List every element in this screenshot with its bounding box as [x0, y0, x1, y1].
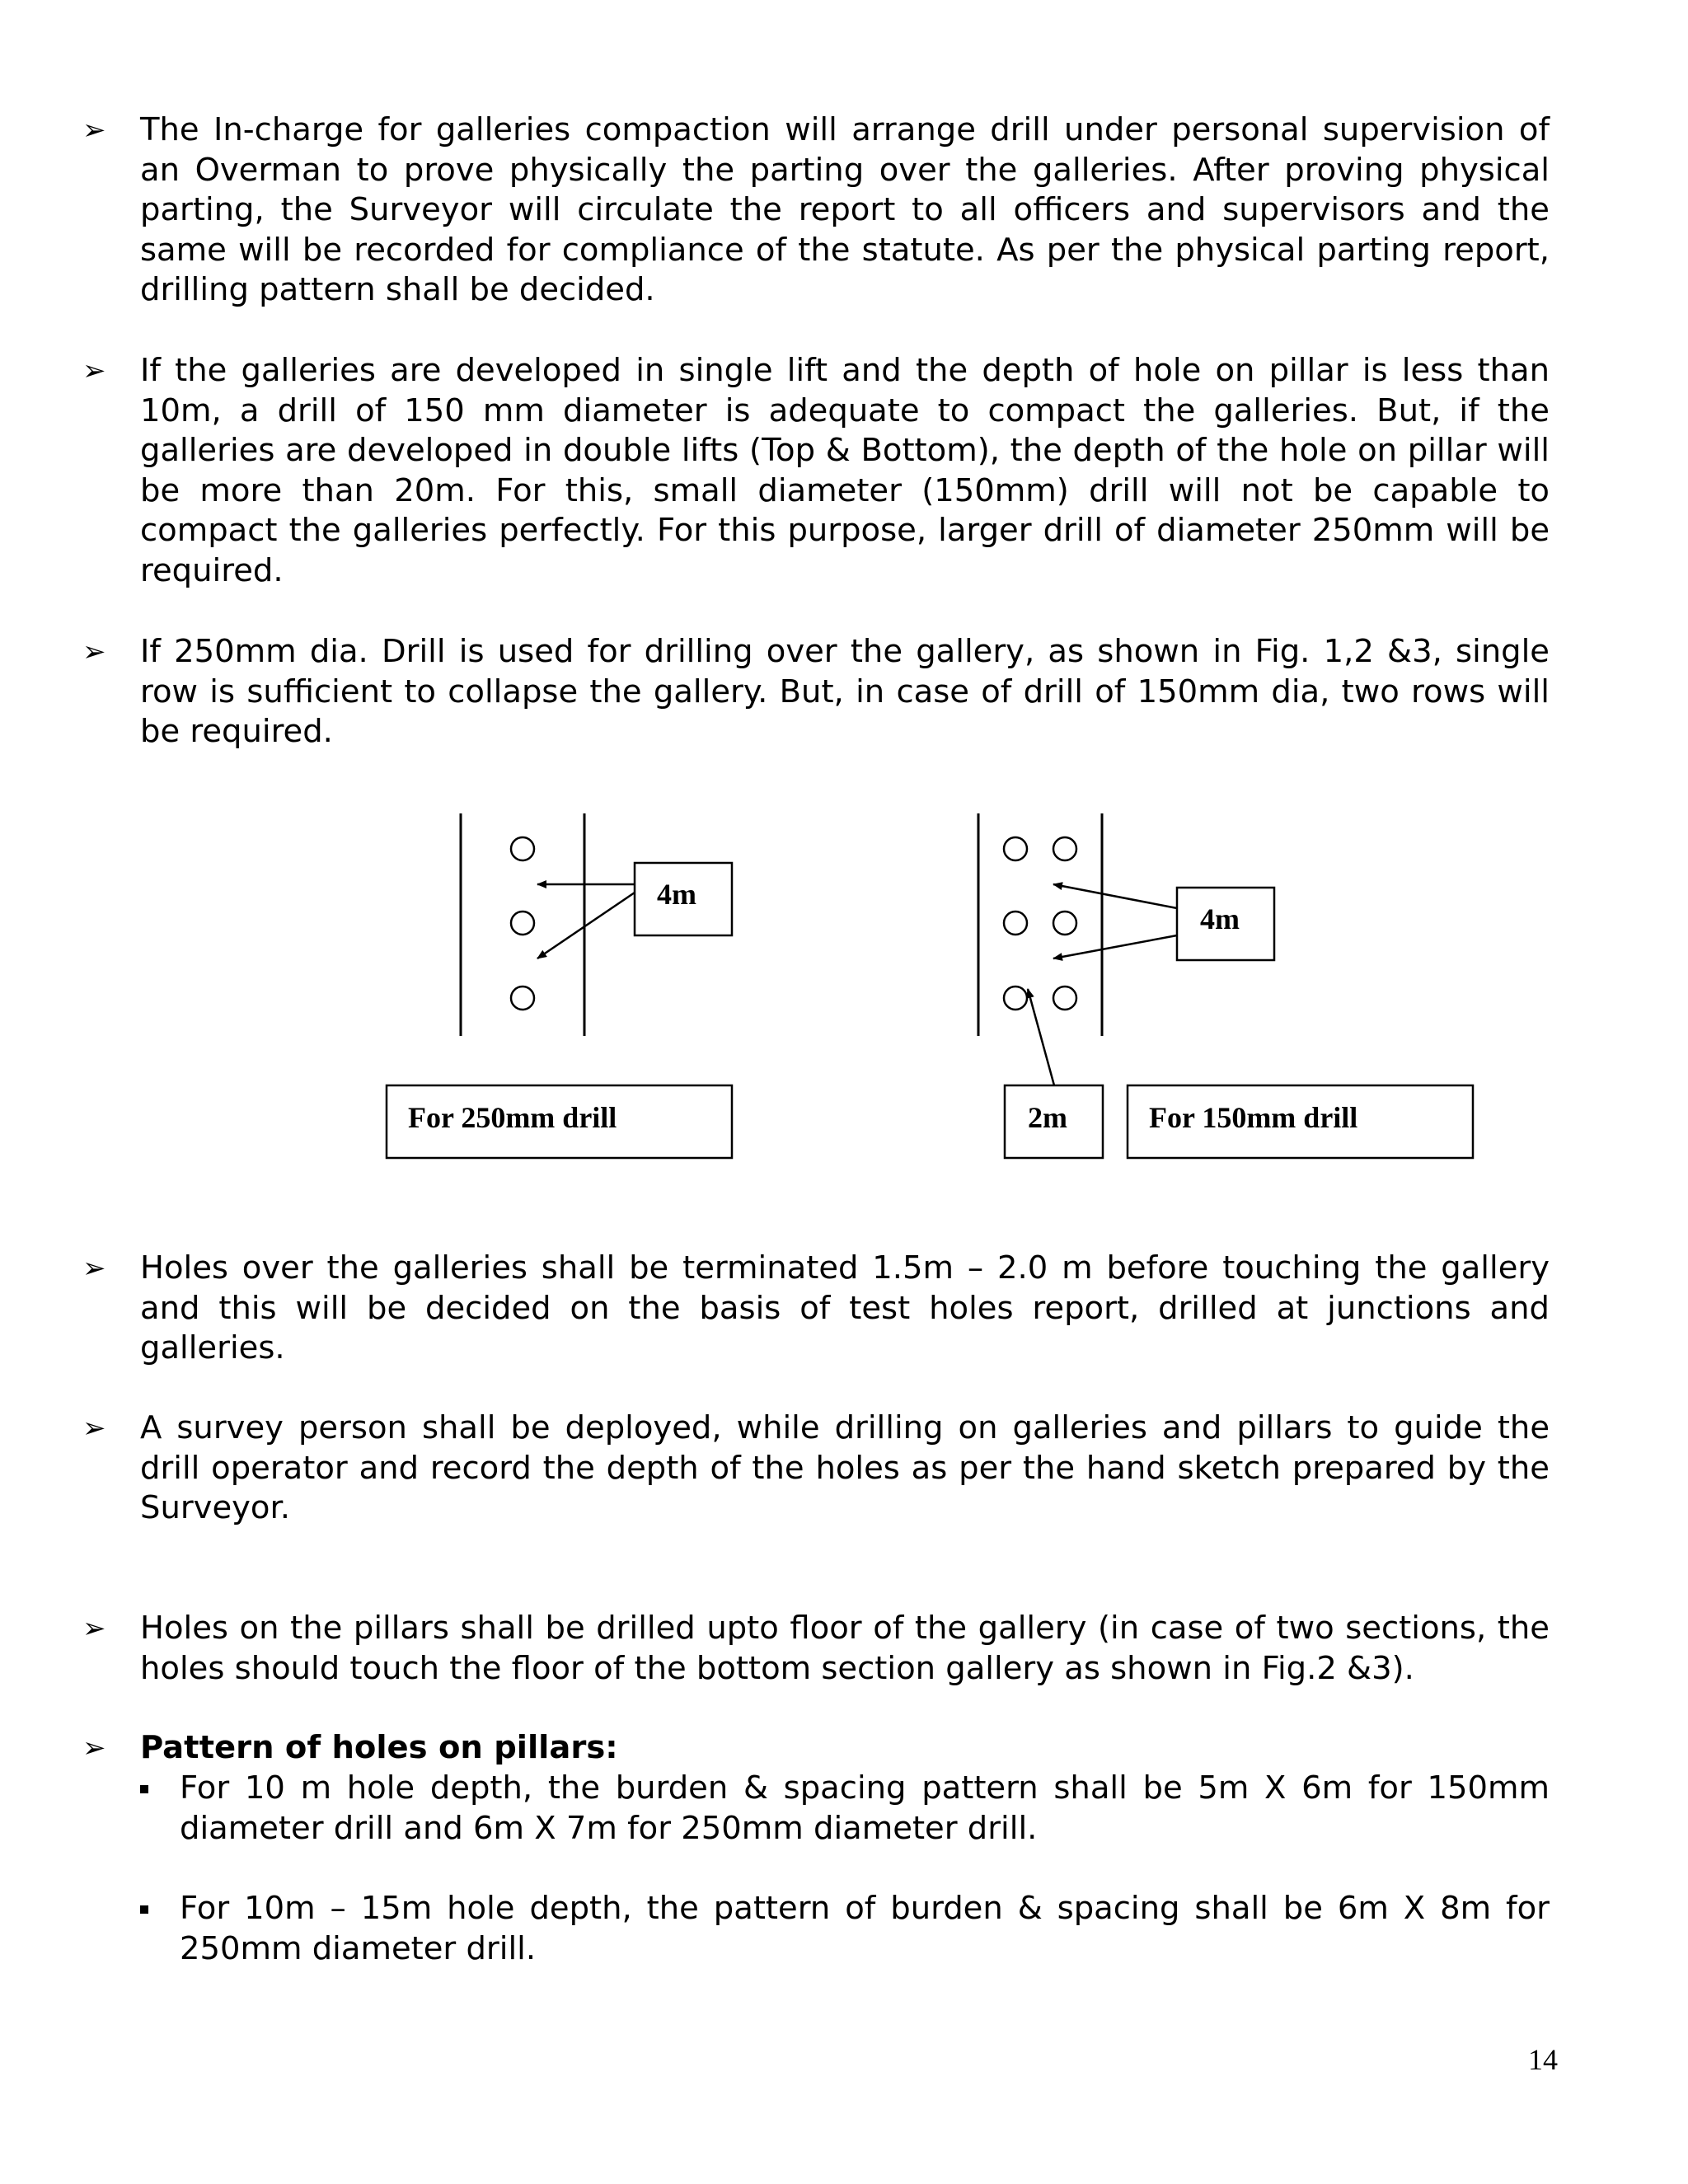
drill-hole-circle [1053, 987, 1076, 1010]
paragraph-text: If 250mm dia. Drill is used for drilling over the gallery, as shown in Fig. 1,2 &3, single row is sufficient to collapse the gallery. But, in case of drill of 150mm dia, two rows will be required. [140, 633, 1550, 750]
arrow-bullet-icon: ➢ [82, 1252, 106, 1285]
section-heading-bullet [82, 1728, 1550, 1769]
spacing-arrow [1053, 884, 1177, 908]
sub-list-item [140, 1769, 1550, 1849]
paragraph-text: The In-charge for galleries compaction will arrange drill under personal supervision of an Overman to prove physically the parting over the galleries. After proving physical parting, the Surveyor will circulate the report to all officers and supervisors and the same will be recorded for compliance of the statute. As per the physical parting report, drilling pattern shall be decided. [140, 111, 1550, 308]
square-bullet-icon [140, 1785, 148, 1793]
drill-hole-circle [1004, 912, 1027, 935]
arrow-bullet-icon: ➢ [82, 1732, 106, 1765]
row-gap-arrow [1028, 989, 1054, 1085]
bullet-paragraph [82, 1408, 1550, 1529]
spacing-label: 4m [1200, 902, 1240, 935]
sub-list-item [140, 1889, 1550, 1969]
drill-hole-circle [511, 912, 534, 935]
arrow-bullet-icon: ➢ [82, 114, 106, 147]
left-diagram-250mm [387, 813, 732, 1158]
paragraph-text: Holes over the galleries shall be terminated 1.5m – 2.0 m before touching the gallery and this will be decided on the basis of test holes report, drilled at junctions and galleries. [140, 1249, 1550, 1366]
bullet-paragraph [82, 1249, 1550, 1369]
drill-hole-circle [1053, 912, 1076, 935]
drill-hole-circle [1004, 837, 1027, 860]
page-number: 14 [1528, 2043, 1558, 2076]
sub-item-text: For 10 m hole depth, the burden & spacing pattern shall be 5m X 6m for 150mm diameter drill and 6m X 7m for 250mm diameter drill. [180, 1769, 1550, 1847]
right-diagram-150mm [978, 813, 1473, 1158]
section-heading: Pattern of holes on pillars: [140, 1729, 618, 1766]
drill-hole-circle [1004, 987, 1027, 1010]
paragraph-text: Holes on the pillars shall be drilled upto floor of the gallery (in case of two sections, the holes should touch the floor of the bottom section gallery as shown in Fig.2 &3). [140, 1610, 1550, 1687]
drill-hole-circle [1053, 837, 1076, 860]
spacing-label: 4m [657, 878, 696, 911]
bullet-paragraph [82, 1609, 1550, 1689]
paragraph-text: If the galleries are developed in single lift and the depth of hole on pillar is less than 10m, a drill of 150 mm diameter is adequate to compact the galleries. But, if the galleries are developed in double lifts (Top & Bottom), the depth of the hole on pillar will be more than 20m. For this, small diameter (150mm) drill will not be capable to compact the galleries perfectly. For this purpose, larger drill of diameter 250mm will be required. [140, 352, 1550, 589]
square-bullet-icon [140, 1905, 148, 1914]
spacing-arrow [537, 893, 635, 958]
row-gap-label: 2m [1028, 1101, 1067, 1134]
arrow-bullet-icon: ➢ [82, 1412, 106, 1445]
paragraph-text: A survey person shall be deployed, while drilling on galleries and pillars to guide the drill operator and record the depth of the holes as per the hand sketch prepared by the Surveyor. [140, 1409, 1550, 1526]
drill-hole-circle [511, 837, 534, 860]
sub-item-text: For 10m – 15m hole depth, the pattern of burden & spacing shall be 6m X 8m for 250mm diameter drill. [180, 1890, 1550, 1967]
arrow-bullet-icon: ➢ [82, 354, 106, 387]
figure-caption: For 250mm drill [408, 1101, 617, 1134]
figure-caption: For 150mm drill [1149, 1101, 1358, 1134]
drill-hole-circle [511, 987, 534, 1010]
arrow-bullet-icon: ➢ [82, 1612, 106, 1645]
spacing-arrow [1053, 935, 1177, 958]
arrow-bullet-icon: ➢ [82, 635, 106, 668]
